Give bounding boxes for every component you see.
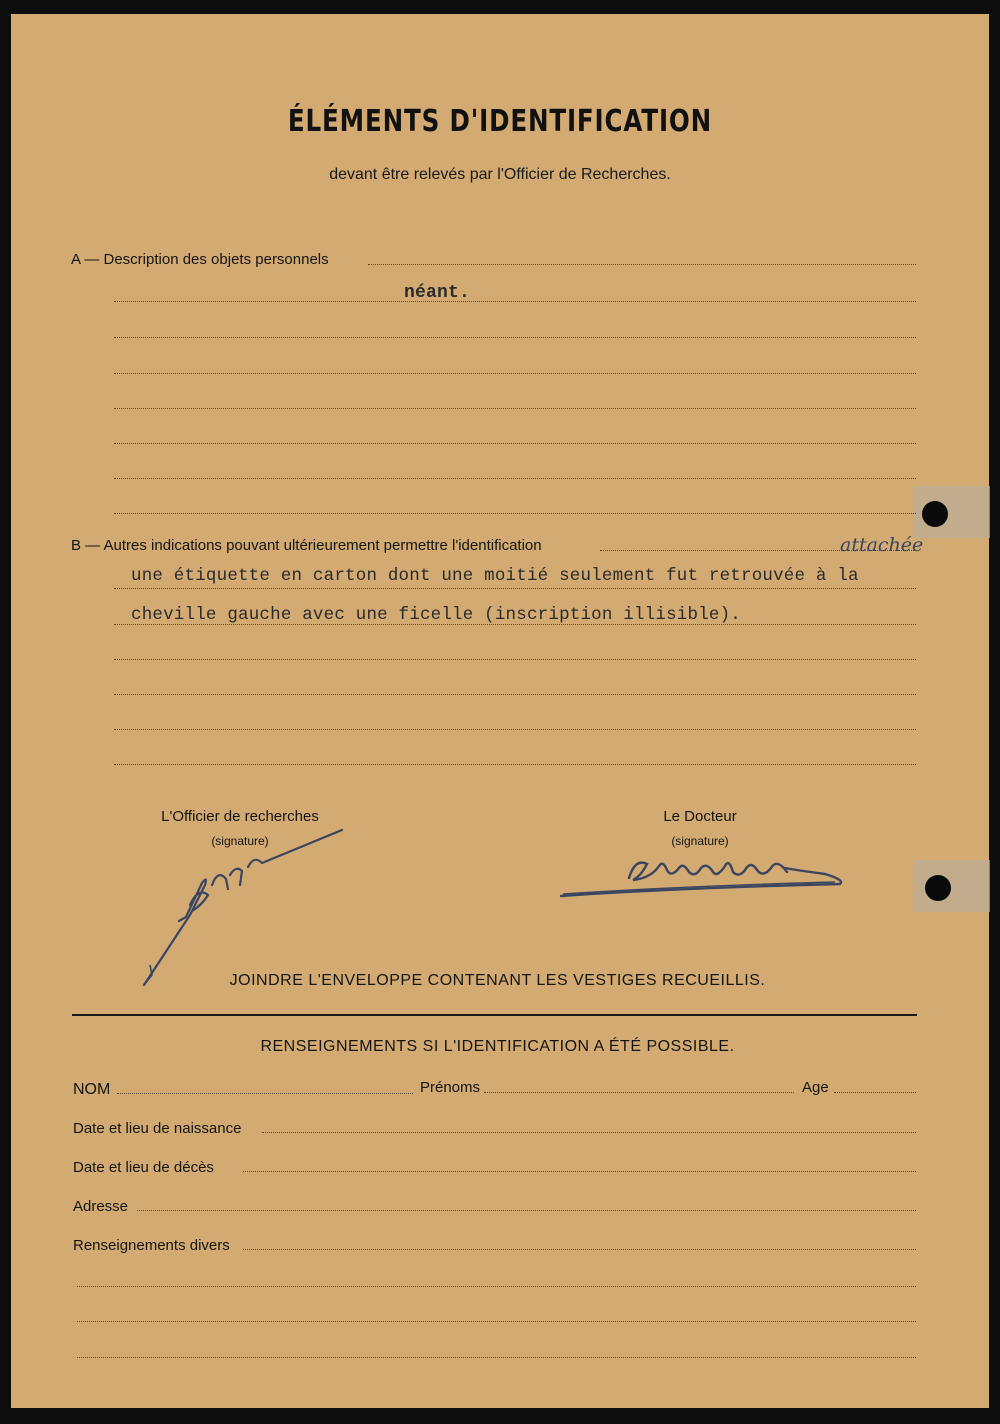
section-b-handwritten-insert: attachée: [840, 534, 924, 556]
divers-line-2: [77, 1286, 916, 1287]
section-b-line-2: [114, 588, 916, 589]
page-subtitle: devant être relevés par l'Officier de Recherches.: [329, 166, 671, 183]
nom-line: [117, 1093, 413, 1094]
section-divider: [72, 1014, 917, 1016]
age-label: Age: [802, 1079, 829, 1096]
section-b-label: B — Autres indications pouvant ultérieurement permettre l'identification: [71, 537, 542, 554]
divers-line-3: [77, 1321, 916, 1322]
doctor-signature-sub: (signature): [671, 834, 729, 848]
section-a-label: A — Description des objets personnels: [71, 251, 329, 268]
nom-label: NOM: [73, 1081, 111, 1098]
section-a-line-5: [114, 408, 916, 409]
section-a-line-3: [114, 337, 916, 338]
section-b-value-line-2: cheville gauche avec une ficelle (inscription illisible).: [131, 605, 741, 625]
adresse-label: Adresse: [73, 1198, 129, 1215]
section-b-line-6: [114, 729, 916, 730]
page-title: ÉLÉMENTS D'IDENTIFICATION: [287, 104, 713, 139]
punch-hole-bottom: [925, 875, 951, 901]
doctor-signature-label: Le Docteur: [663, 808, 737, 825]
divers-label: Renseignements divers: [73, 1237, 230, 1254]
prenoms-line: [484, 1092, 794, 1093]
punch-hole-top: [922, 501, 948, 527]
section-a-line-6: [114, 443, 916, 444]
adresse-line: [137, 1210, 916, 1211]
naissance-line: [262, 1132, 916, 1133]
section-b-line-3: [114, 624, 916, 625]
section-b-line-7: [114, 764, 916, 765]
section-a-line-4: [114, 373, 916, 374]
section-b-value-line-1: une étiquette en carton dont une moitié seulement fut retrouvée à la: [131, 566, 859, 586]
deces-label: Date et lieu de décès: [73, 1159, 214, 1176]
section-a-line-7: [114, 478, 916, 479]
prenoms-label: Prénoms: [420, 1079, 481, 1096]
officer-signature-scribble: [130, 825, 360, 995]
section-a-line-1: [368, 264, 916, 265]
divers-line-4: [77, 1357, 916, 1358]
section-a-line-2: [114, 301, 916, 302]
form-sheet: [11, 14, 989, 1408]
officer-signature-label: L'Officier de recherches: [161, 808, 319, 825]
divers-line-1: [243, 1249, 916, 1250]
section-a-value: néant.: [404, 283, 471, 303]
officer-signature-sub: (signature): [211, 834, 269, 848]
section-a-line-8: [114, 513, 916, 514]
naissance-label: Date et lieu de naissance: [73, 1120, 242, 1137]
deces-line: [243, 1171, 916, 1172]
age-line: [834, 1092, 916, 1093]
identification-heading: RENSEIGNEMENTS SI L'IDENTIFICATION A ÉTÉ POSSIBLE.: [260, 1038, 735, 1055]
envelope-note: JOINDRE L'ENVELOPPE CONTENANT LES VESTIGES RECUEILLIS.: [229, 972, 766, 989]
section-b-line-5: [114, 694, 916, 695]
section-b-line-4: [114, 659, 916, 660]
doctor-signature-scribble: [555, 848, 850, 908]
